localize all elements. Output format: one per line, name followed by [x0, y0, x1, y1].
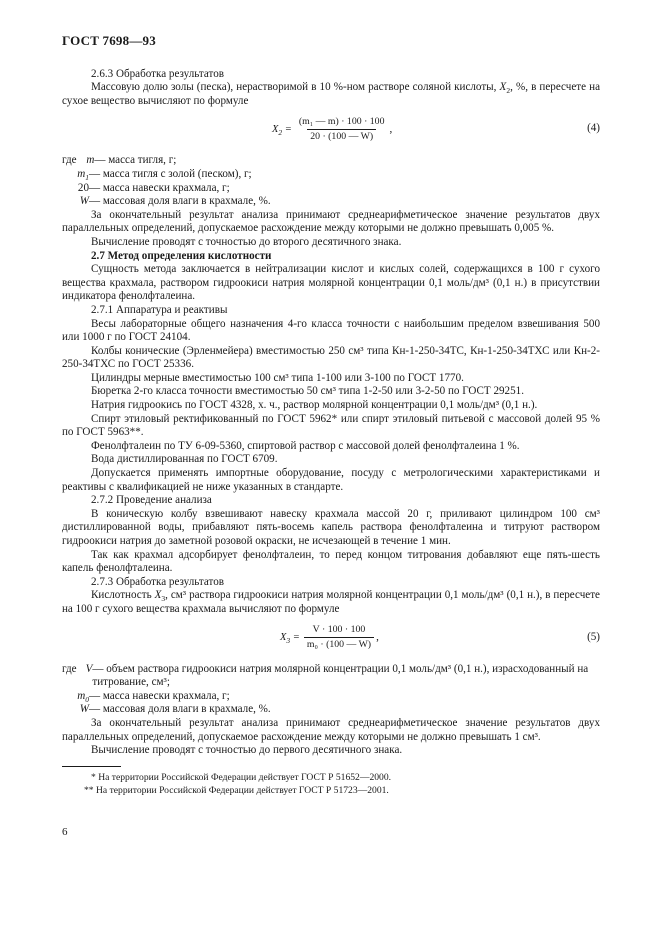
section-2-7-3-precision: Вычисление проводят с точностью до первого десятичного знака.: [91, 744, 403, 757]
equipment-item: Спирт этиловый ректификованный по ГОСТ 5962* или спирт этиловый питьевой с массовой долей 95 % по ГОСТ 5963**.: [62, 412, 600, 439]
equipment-item: Колбы конические (Эрленмейера) вместимостью 250 см³ типа Кн-1-250-34ТС, Кн-1-250-34ТХС или Кн-2-250-34ТХС по ГОСТ 25336.: [62, 344, 600, 371]
procedure-step: В коническую колбу взвешивают навеску крахмала массой 20 г, приливают цилиндром 100 см³ дистиллированной воды, прибавляют пять-восемь капель раствора фенолфталеина и титруют раствором гидроокиси натрия до заметной розовой окраски, не исчезающей в течение 1 мин.: [62, 507, 600, 547]
section-2-7-1-heading: 2.7.1 Аппаратура и реактивы: [91, 303, 228, 316]
formula-4: $X_2$ = $\frac{\text{(m₁ — m) · 100 · 100}}{20 \cdot (100 — W)}$ , (4): [272, 115, 600, 142]
section-2-7-3-heading: 2.7.3 Обработка результатов: [91, 575, 224, 588]
equipment-item: Допускается применять импортные оборудование, посуду с метрологическими характеристиками и реактивы с квалификацией не ниже указанных в стандарте.: [62, 467, 600, 493]
section-2-7-2-heading: 2.7.2 Проведение анализа: [91, 494, 212, 507]
section-2-6-3-final: За окончательный результат анализа принимают среднеарифметическое значение результатов двух параллельных определений, допускаемое расхождение между которыми не должно превышать 0,005 %.: [62, 208, 600, 235]
section-2-6-3-precision: Вычисление проводят с точностью до второго десятичного знака.: [91, 235, 402, 248]
equipment-item: Вода дистиллированная по ГОСТ 6709.: [91, 453, 278, 466]
formula-4-legend: [62, 154, 600, 208]
section-2-6-3-intro: Массовую долю золы (песка), нерастворимой в 10 %-ном растворе соляной кислоты, $X_2$, %, в пересчете на сухое вещество вычисляют по формуле: [62, 81, 600, 107]
section-2-7-3-final: За окончательный результат анализа принимают среднеарифметическое значение результатов двух параллельных определений, допускаемое расхождение между которыми не должно превышать 1 см³.: [62, 716, 600, 743]
page-number: 6: [62, 826, 68, 838]
section-2-7-heading: 2.7 Метод определения кислотности: [91, 249, 272, 262]
legend-item: $m_1$ — масса тигля с золой (песком), г;: [77, 167, 252, 183]
standard-header: ГОСТ 7698—93: [62, 33, 156, 48]
formula-4-denominator: 20 · (100 — W): [307, 129, 376, 143]
section-2-7-essence: Сущность метода заключается в нейтрализации кислот и кислых солей, содержащихся в 100 г сухого вещества крахмала, раствором гидроокиси натрия молярной концентрации 0,1 моль/дм³ (0,1 н.) в присутствии индикатора фенолфталеина.: [62, 263, 600, 303]
formula-4-number: (4): [587, 122, 600, 135]
footnote-2: ** На территории Российской Федерации действует ГОСТ Р 51723—2001.: [84, 784, 389, 796]
equipment-item: Бюретка 2-го класса точности вместимостью 50 см³ типа 1-2-50 или 3-2-50 по ГОСТ 29251.: [91, 385, 524, 398]
formula-4-fraction: [296, 116, 388, 143]
legend-item: 20 — масса навески крахмала, г;: [77, 181, 230, 194]
document-page: [62, 34, 600, 797]
procedure-step: Так как крахмал адсорбирует фенолфталеин, то перед концом титрования добавляют еще пять-шесть капель фенолфталеина.: [62, 548, 600, 575]
formula-5-denominator: m₀ · (100 — W): [304, 637, 374, 651]
legend-item: где V — объем раствора гидроокиси натрия молярной концентрации 0,1 моль/дм³ (0,1 н.), израсходованный на титрование, см³;: [62, 662, 589, 689]
section-2-6-3-heading: 2.6.3 Обработка результатов: [91, 67, 224, 80]
footnote-1: * На территории Российской Федерации действует ГОСТ Р 51652—2000.: [91, 771, 392, 783]
section-2-7-3-intro: Кислотность $X_3$, см³ раствора гидроокиси натрия молярной концентрации 0,1 моль/дм³ (0,1 н.), в пересчете на 100 г сухого вещества крахмала вычисляют по формуле: [62, 589, 600, 615]
formula-5: $X_3$ = $\frac{V \cdot 100 \cdot 100}{\text{m₀ · (100 — W)}}$ , (5): [280, 624, 600, 651]
formula-4-lhs: $X_2$ =: [272, 123, 292, 137]
legend-item: $m_0$ — масса навески крахмала, г;: [77, 689, 230, 704]
legend-item: где m — масса тигля, г;: [62, 154, 177, 167]
footnote-divider: [62, 766, 121, 767]
legend-item: W — массовая доля влаги в крахмале, %.: [79, 195, 271, 208]
formula-5-number: (5): [587, 630, 600, 643]
formula-5-fraction: [304, 624, 374, 651]
formula-5-legend: [62, 663, 600, 717]
equipment-item: Натрия гидроокись по ГОСТ 4328, х. ч., раствор молярной концентрации 0,1 моль/дм³ (0,1 н.).: [91, 399, 538, 412]
equipment-item: Весы лабораторные общего назначения 4-го класса точности с наибольшим пределом взвешивания 500 или 1000 г по ГОСТ 24104.: [62, 317, 600, 344]
legend-item: W — массовая доля влаги в крахмале, %.: [79, 703, 271, 716]
equipment-item: Фенолфталеин по ТУ 6-09-5360, спиртовой раствор с массовой долей фенолфталеина 1 %.: [91, 439, 520, 452]
formula-5-numerator: V · 100 · 100: [312, 624, 366, 636]
formula-5-lhs: $X_3$ =: [280, 631, 300, 645]
equipment-item: Цилиндры мерные вместимостью 100 см³ типа 1-100 или 3-100 по ГОСТ 1770.: [91, 371, 464, 384]
formula-4-numerator: (m₁ — m) · 100 · 100: [298, 115, 385, 127]
